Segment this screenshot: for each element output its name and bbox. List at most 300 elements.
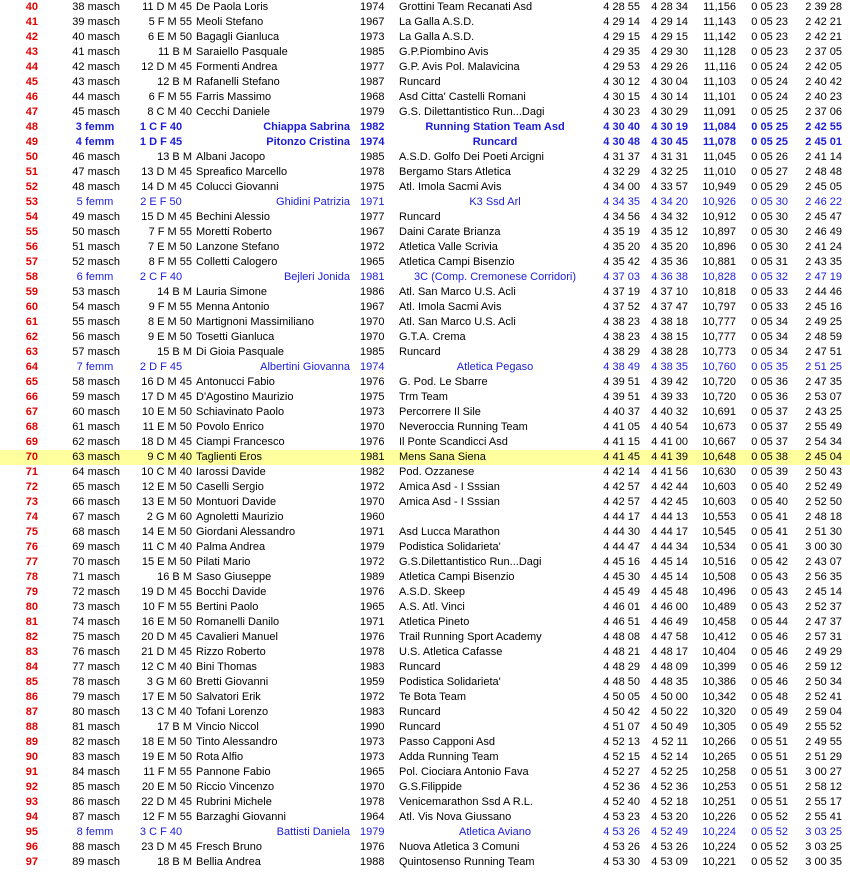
gender-position: 55 masch <box>72 316 120 328</box>
category-position: 12 F M 55 <box>142 811 192 823</box>
gender-position: 50 masch <box>72 226 120 238</box>
average-speed: 10,545 <box>702 526 736 538</box>
category-position: 19 E M 50 <box>141 751 192 763</box>
official-time: 4 52 18 <box>651 796 688 808</box>
category-position: 20 E M 50 <box>141 781 192 793</box>
overall-position: 53 <box>25 196 38 208</box>
pace-per-km: 0 05 43 <box>751 601 788 613</box>
gap-time: 2 54 34 <box>805 436 842 448</box>
birth-year: 1964 <box>360 811 385 823</box>
gender-position: 69 masch <box>72 541 120 553</box>
official-time: 4 31 31 <box>651 151 688 163</box>
table-row <box>0 585 850 600</box>
birth-year: 1978 <box>360 796 385 808</box>
gender-position: 81 masch <box>72 721 120 733</box>
table-row <box>0 405 850 420</box>
birth-year: 1979 <box>360 541 385 553</box>
gender-position: 62 masch <box>72 436 120 448</box>
category-position: 17 B M <box>157 721 192 733</box>
overall-position: 79 <box>25 586 38 598</box>
athlete-name: Rubrini Michele <box>196 796 272 808</box>
gap-time: 2 56 35 <box>805 571 842 583</box>
category-position: 9 C M 40 <box>147 451 192 463</box>
category-position: 11 D M 45 <box>142 1 192 13</box>
table-row <box>0 480 850 495</box>
category-position: 13 C M 40 <box>141 706 192 718</box>
pace-per-km: 0 05 23 <box>751 46 788 58</box>
real-time: 4 35 19 <box>603 226 640 238</box>
official-time: 4 52 11 <box>652 736 688 748</box>
category-position: 9 F M 55 <box>148 301 192 313</box>
overall-position: 59 <box>25 286 38 298</box>
official-time: 4 30 45 <box>651 136 688 148</box>
birth-year: 1981 <box>360 451 385 463</box>
team-name: Pol. Ciociara Antonio Fava <box>399 766 529 778</box>
athlete-name: Colletti Calogero <box>196 256 278 268</box>
gender-position: 63 masch <box>72 451 120 463</box>
team-name: Adda Running Team <box>399 751 499 763</box>
official-time: 4 45 14 <box>651 571 688 583</box>
category-position: 14 E M 50 <box>141 526 192 538</box>
table-row <box>0 765 850 780</box>
athlete-name: Albani Jacopo <box>196 151 266 163</box>
team-name: Runcard <box>399 76 441 88</box>
pace-per-km: 0 05 38 <box>751 451 788 463</box>
table-row <box>0 570 850 585</box>
category-position: 11 B M <box>157 46 192 58</box>
gender-position: 48 masch <box>72 181 120 193</box>
athlete-name: Colucci Giovanni <box>196 181 279 193</box>
team-name: G.P. Avis Pol. Malavicina <box>399 61 520 73</box>
real-time: 4 42 57 <box>603 481 640 493</box>
birth-year: 1983 <box>360 706 385 718</box>
gender-position: 73 masch <box>72 601 120 613</box>
birth-year: 1968 <box>360 91 385 103</box>
official-time: 4 41 00 <box>651 436 688 448</box>
average-speed: 10,320 <box>702 706 736 718</box>
athlete-name: Bertini Paolo <box>196 601 259 613</box>
overall-position: 57 <box>25 256 38 268</box>
pace-per-km: 0 05 36 <box>751 376 788 388</box>
category-position: 14 D M 45 <box>141 181 192 193</box>
real-time: 4 52 13 <box>603 736 640 748</box>
gap-time: 2 59 04 <box>805 706 842 718</box>
pace-per-km: 0 05 42 <box>751 556 788 568</box>
birth-year: 1974 <box>360 136 385 148</box>
category-position: 3 G M 60 <box>146 676 192 688</box>
birth-year: 1981 <box>360 271 385 283</box>
pace-per-km: 0 05 46 <box>751 661 788 673</box>
team-name: Runcard <box>399 721 441 733</box>
table-row <box>0 330 850 345</box>
real-time: 4 52 27 <box>603 766 640 778</box>
pace-per-km: 0 05 23 <box>751 1 788 13</box>
pace-per-km: 0 05 49 <box>751 721 788 733</box>
gender-position: 3 femm <box>75 121 115 133</box>
birth-year: 1965 <box>360 766 385 778</box>
gender-position: 53 masch <box>72 286 120 298</box>
table-row <box>0 750 850 765</box>
team-name: Atletica Campi Bisenzio <box>399 256 515 268</box>
birth-year: 1987 <box>360 76 385 88</box>
gender-position: 38 masch <box>72 1 120 13</box>
birth-year: 1967 <box>360 301 385 313</box>
real-time: 4 37 19 <box>603 286 640 298</box>
birth-year: 1975 <box>360 181 385 193</box>
overall-position: 87 <box>25 706 38 718</box>
table-row <box>0 105 850 120</box>
gender-position: 59 masch <box>72 391 120 403</box>
real-time: 4 34 56 <box>603 211 640 223</box>
athlete-name: Schiavinato Paolo <box>196 406 285 418</box>
average-speed: 10,226 <box>702 811 736 823</box>
category-position: 21 D M 45 <box>141 646 192 658</box>
birth-year: 1972 <box>360 481 385 493</box>
birth-year: 1979 <box>360 826 385 838</box>
gap-time: 2 42 21 <box>805 31 842 43</box>
team-name: Neveroccia Running Team <box>399 421 528 433</box>
team-name: Runcard <box>399 346 441 358</box>
table-row <box>0 45 850 60</box>
average-speed: 10,949 <box>702 181 736 193</box>
real-time: 4 42 14 <box>603 466 640 478</box>
birth-year: 1972 <box>360 556 385 568</box>
real-time: 4 52 15 <box>603 751 640 763</box>
gap-time: 3 03 25 <box>805 826 842 838</box>
table-row <box>0 315 850 330</box>
category-position: 16 B M <box>157 571 192 583</box>
category-position: 17 E M 50 <box>141 691 192 703</box>
team-name: Atl. Imola Sacmi Avis <box>399 181 502 193</box>
pace-per-km: 0 05 32 <box>751 271 788 283</box>
birth-year: 1983 <box>360 661 385 673</box>
category-position: 7 E M 50 <box>147 241 192 253</box>
table-row <box>0 60 850 75</box>
athlete-name: De Paola Loris <box>196 1 269 13</box>
official-time: 4 52 36 <box>651 781 688 793</box>
table-row <box>0 75 850 90</box>
gender-position: 40 masch <box>72 31 120 43</box>
athlete-name: Martignoni Massimiliano <box>196 316 314 328</box>
overall-position: 86 <box>25 691 38 703</box>
athlete-name: Palma Andrea <box>196 541 266 553</box>
gender-position: 83 masch <box>72 751 120 763</box>
table-row <box>0 360 850 375</box>
gap-time: 2 42 05 <box>805 61 842 73</box>
athlete-name: Taglienti Eros <box>196 451 263 463</box>
pace-per-km: 0 05 52 <box>751 841 788 853</box>
official-time: 4 42 45 <box>651 496 688 508</box>
gender-position: 64 masch <box>72 466 120 478</box>
average-speed: 10,777 <box>702 316 736 328</box>
overall-position: 42 <box>25 31 38 43</box>
average-speed: 10,912 <box>702 211 736 223</box>
real-time: 4 50 05 <box>603 691 640 703</box>
team-name: G.S. Dilettantistico Run...Dagi <box>399 106 545 118</box>
pace-per-km: 0 05 34 <box>751 331 788 343</box>
pace-per-km: 0 05 30 <box>751 241 788 253</box>
overall-position: 49 <box>25 136 38 148</box>
real-time: 4 30 15 <box>603 91 640 103</box>
official-time: 4 39 42 <box>651 376 688 388</box>
gender-position: 42 masch <box>72 61 120 73</box>
team-name: Podistica Solidarieta' <box>399 676 501 688</box>
team-name: G.S.Filippide <box>399 781 462 793</box>
official-time: 4 35 36 <box>651 256 688 268</box>
team-name: Asd Citta' Castelli Romani <box>399 91 526 103</box>
gap-time: 2 41 24 <box>805 241 842 253</box>
athlete-name: Rizzo Roberto <box>196 646 266 658</box>
team-name: Amica Asd - I Sssian <box>399 496 500 508</box>
athlete-name: Bocchi Davide <box>196 586 267 598</box>
official-time: 4 30 04 <box>651 76 688 88</box>
average-speed: 10,516 <box>702 556 736 568</box>
overall-position: 72 <box>25 481 38 493</box>
real-time: 4 45 30 <box>603 571 640 583</box>
real-time: 4 51 07 <box>603 721 640 733</box>
gap-time: 2 57 31 <box>805 631 842 643</box>
real-time: 4 38 29 <box>603 346 640 358</box>
average-speed: 10,553 <box>702 511 736 523</box>
gender-position: 46 masch <box>72 151 120 163</box>
average-speed: 11,128 <box>703 46 736 58</box>
official-time: 4 50 49 <box>651 721 688 733</box>
average-speed: 10,777 <box>702 331 736 343</box>
pace-per-km: 0 05 37 <box>751 421 788 433</box>
overall-position: 93 <box>25 796 38 808</box>
category-position: 1 C F 40 <box>139 121 183 133</box>
official-time: 4 52 14 <box>651 751 688 763</box>
overall-position: 51 <box>25 166 38 178</box>
overall-position: 90 <box>25 751 38 763</box>
pace-per-km: 0 05 43 <box>751 586 788 598</box>
official-time: 4 53 09 <box>651 856 688 868</box>
average-speed: 10,458 <box>702 616 736 628</box>
real-time: 4 52 40 <box>603 796 640 808</box>
average-speed: 10,818 <box>702 286 736 298</box>
real-time: 4 48 21 <box>603 646 640 658</box>
overall-position: 58 <box>25 271 38 283</box>
team-name: Runcard <box>399 211 441 223</box>
overall-position: 85 <box>25 676 38 688</box>
category-position: 23 D M 45 <box>141 841 192 853</box>
category-position: 2 E F 50 <box>140 196 182 208</box>
official-time: 4 29 15 <box>651 31 688 43</box>
category-position: 6 E M 50 <box>147 31 192 43</box>
birth-year: 1985 <box>360 151 385 163</box>
birth-year: 1967 <box>360 226 385 238</box>
gap-time: 2 41 14 <box>805 151 842 163</box>
pace-per-km: 0 05 46 <box>751 646 788 658</box>
category-position: 13 E M 50 <box>141 496 192 508</box>
birth-year: 1970 <box>360 496 385 508</box>
average-speed: 11,143 <box>703 16 736 28</box>
category-position: 3 C F 40 <box>139 826 183 838</box>
gap-time: 2 47 19 <box>805 271 842 283</box>
pace-per-km: 0 05 36 <box>751 391 788 403</box>
birth-year: 1971 <box>360 526 385 538</box>
official-time: 4 52 25 <box>651 766 688 778</box>
average-speed: 10,897 <box>702 226 736 238</box>
category-position: 16 D M 45 <box>141 376 192 388</box>
average-speed: 11,084 <box>702 121 736 133</box>
real-time: 4 41 05 <box>603 421 640 433</box>
average-speed: 10,342 <box>702 691 736 703</box>
gender-position: 70 masch <box>72 556 120 568</box>
team-name: Trm Team <box>399 391 448 403</box>
table-row <box>0 735 850 750</box>
athlete-name: Iarossi Davide <box>196 466 266 478</box>
real-time: 4 30 12 <box>603 76 640 88</box>
category-position: 18 D M 45 <box>141 436 192 448</box>
overall-position: 70 <box>25 451 38 463</box>
pace-per-km: 0 05 46 <box>751 631 788 643</box>
category-position: 11 C M 40 <box>142 541 192 553</box>
pace-per-km: 0 05 33 <box>751 301 788 313</box>
gap-time: 2 50 34 <box>805 676 842 688</box>
athlete-name: Bini Thomas <box>196 661 257 673</box>
gap-time: 2 45 16 <box>805 301 842 313</box>
table-row <box>0 855 850 870</box>
category-position: 15 B M <box>157 346 192 358</box>
real-time: 4 29 35 <box>603 46 640 58</box>
average-speed: 10,760 <box>702 361 736 373</box>
birth-year: 1965 <box>360 601 385 613</box>
real-time: 4 28 55 <box>603 1 640 13</box>
overall-position: 52 <box>25 181 38 193</box>
gap-time: 2 51 29 <box>805 751 842 763</box>
overall-position: 96 <box>25 841 38 853</box>
team-name: Atl. Imola Sacmi Avis <box>399 301 502 313</box>
average-speed: 10,603 <box>702 481 736 493</box>
official-time: 4 35 20 <box>651 241 688 253</box>
birth-year: 1985 <box>360 46 385 58</box>
overall-position: 62 <box>25 331 38 343</box>
real-time: 4 34 00 <box>603 181 640 193</box>
overall-position: 65 <box>25 376 38 388</box>
real-time: 4 34 35 <box>603 196 640 208</box>
athlete-name: Giordani Alessandro <box>196 526 296 538</box>
pace-per-km: 0 05 25 <box>751 106 788 118</box>
team-name: G. Pod. Le Sbarre <box>399 376 488 388</box>
gender-position: 57 masch <box>72 346 120 358</box>
real-time: 4 38 49 <box>603 361 640 373</box>
gap-time: 2 51 25 <box>805 361 842 373</box>
gap-time: 2 48 59 <box>805 331 842 343</box>
official-time: 4 48 17 <box>651 646 688 658</box>
athlete-name: Meoli Stefano <box>196 16 264 28</box>
gap-time: 2 49 29 <box>805 646 842 658</box>
gender-position: 82 masch <box>72 736 120 748</box>
table-row <box>0 195 850 210</box>
overall-position: 88 <box>25 721 38 733</box>
official-time: 4 38 15 <box>651 331 688 343</box>
pace-per-km: 0 05 30 <box>751 196 788 208</box>
overall-position: 48 <box>25 121 38 133</box>
official-time: 4 32 25 <box>651 166 688 178</box>
overall-position: 77 <box>25 556 38 568</box>
gender-position: 67 masch <box>72 511 120 523</box>
table-row <box>0 120 850 135</box>
table-row <box>0 675 850 690</box>
real-time: 4 41 15 <box>603 436 640 448</box>
gender-position: 68 masch <box>72 526 120 538</box>
athlete-name: Pilati Mario <box>196 556 251 568</box>
gender-position: 7 femm <box>76 361 114 373</box>
gender-position: 86 masch <box>72 796 120 808</box>
official-time: 4 28 34 <box>651 1 688 13</box>
gender-position: 49 masch <box>72 211 120 223</box>
pace-per-km: 0 05 37 <box>751 436 788 448</box>
birth-year: 1978 <box>360 646 385 658</box>
gap-time: 2 52 37 <box>805 601 842 613</box>
real-time: 4 37 03 <box>603 271 640 283</box>
birth-year: 1976 <box>360 376 385 388</box>
team-name: Asd Lucca Marathon <box>399 526 500 538</box>
table-row <box>0 840 850 855</box>
overall-position: 68 <box>25 421 38 433</box>
gender-position: 45 masch <box>72 106 120 118</box>
athlete-name: Saso Giuseppe <box>196 571 272 583</box>
overall-position: 94 <box>25 811 38 823</box>
gender-position: 56 masch <box>72 331 120 343</box>
birth-year: 1975 <box>360 391 385 403</box>
average-speed: 10,399 <box>702 661 736 673</box>
overall-position: 66 <box>25 391 38 403</box>
table-row <box>0 435 850 450</box>
gap-time: 2 44 46 <box>805 286 842 298</box>
gender-position: 85 masch <box>72 781 120 793</box>
table-row <box>0 600 850 615</box>
category-position: 7 F M 55 <box>148 226 192 238</box>
pace-per-km: 0 05 34 <box>751 316 788 328</box>
category-position: 1 D F 45 <box>139 136 183 148</box>
gap-time: 2 43 35 <box>805 256 842 268</box>
official-time: 4 44 17 <box>651 526 688 538</box>
table-row <box>0 540 850 555</box>
gender-position: 8 femm <box>76 826 114 838</box>
average-speed: 10,720 <box>702 391 736 403</box>
official-time: 4 35 12 <box>651 226 688 238</box>
gender-position: 74 masch <box>72 616 120 628</box>
real-time: 4 48 50 <box>603 676 640 688</box>
team-name: Atl. Vis Nova Giussano <box>399 811 512 823</box>
gap-time: 2 45 05 <box>805 181 842 193</box>
category-position: 14 B M <box>157 286 192 298</box>
overall-position: 73 <box>25 496 38 508</box>
athlete-name: Salvatori Erik <box>196 691 261 703</box>
average-speed: 11,116 <box>703 61 736 73</box>
average-speed: 11,091 <box>703 106 736 118</box>
team-name: Atl. San Marco U.S. Acli <box>399 316 516 328</box>
birth-year: 1973 <box>360 751 385 763</box>
category-position: 2 G M 60 <box>146 511 192 523</box>
official-time: 4 34 20 <box>651 196 688 208</box>
athlete-name: Battisti Daniela <box>276 826 350 838</box>
category-position: 8 E M 50 <box>147 316 192 328</box>
gap-time: 2 53 07 <box>805 391 842 403</box>
gap-time: 2 46 49 <box>805 226 842 238</box>
average-speed: 10,667 <box>702 436 736 448</box>
gap-time: 2 47 37 <box>805 616 842 628</box>
table-row <box>0 255 850 270</box>
table-row <box>0 135 850 150</box>
pace-per-km: 0 05 26 <box>751 151 788 163</box>
team-name: Atletica Pineto <box>399 616 470 628</box>
highlighted-table-row <box>0 450 850 465</box>
average-speed: 11,010 <box>703 166 736 178</box>
official-time: 4 30 29 <box>651 106 688 118</box>
